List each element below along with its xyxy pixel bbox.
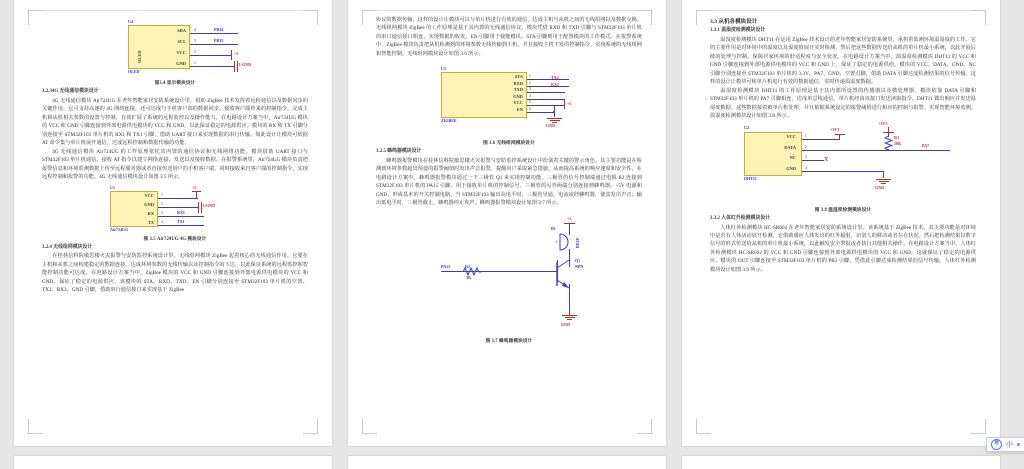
figure-3-4-caption: 图3.4 显示模块设计 (154, 81, 196, 86)
oled-pin-name-scl: SCL (177, 39, 186, 44)
zigbee-pin-number-6: 6 (529, 106, 531, 111)
paragraph-buzzer-module: 蜂鸣器报警模块在桂林信科院敏思楼火灾报警与安防监控系统设计中扮演着关键的警示角色。其主要功能是在检测到环境参数超出预设的报警阈值时发出声音报警，提醒用户采取紧急措施。从而提高系统的响应速度和安全性。在电路设计方案中，蜂鸣器报警模块通过一个三极管 Q1 来实现控制功能。三极管的信号控制端通过电阻 R2 连接到 STM32F103 单片机的 PA15 引脚，用于接收单片机的控制信号。三极管的另外两端分别连接到蜂鸣器、+5V 电源和 GND，形成基本的开关控制电路。当 STM32F103 输出高电平时，三极管导通，电流流经蜂鸣器，使其发出声音；输出低电平时，三极管截止，蜂鸣器停止发声。蜂鸣器报警模块设计如图 3.7 所示。 (376, 157, 642, 207)
resistor-value-label: 1K (466, 274, 472, 280)
zigbee-pin-name-sta: STA (514, 74, 523, 80)
document-page-3[interactable] (682, 0, 1000, 446)
air724ug-part-label: Air724UG (110, 226, 129, 232)
air724ug-pin-number-3: 3 (161, 210, 163, 215)
margin-mark-bottom-left (28, 419, 43, 434)
air724ug-pin-name-vcc: VCC (144, 192, 154, 198)
paragraph-dht11-1: 温湿度检测模块 DHT11 在运用 ZigBee 技术设计的老年智能家居安防系统里，承担着监测环境温湿度的工作。它的主要作用是对环境中的温度以及湿度值展开实时检测，然后把这些数据传送给从机的单片机最小系统，以此开展后续的处理与控制。保障居家环境的舒适程度与安全状况。在电路设计方案当中，温湿度检测模块 DHT11 的 VCC 和 GND 引脚连接到外部电源供电模块的 VCC 和 GND 上，保证了稳定的电源供给。模块的 VCC、DATA、GND、NC 引脚分别连接至 STM32F103 单片机的 3.3V、PA7、GND、空置引脚，借助 DATA 引脚达成检测结果的信号传输，这样的设计让模块可和单片机进行有效的数据通信，实时传递温湿度数据。 (710, 36, 976, 86)
figure-air724ug (50, 185, 300, 235)
margin-mark-bottom-right (971, 419, 986, 434)
oled-chip-label: OLED (137, 50, 142, 63)
page-column-middle (348, 0, 666, 469)
zigbee-pin-name-rxd: RXD (513, 80, 523, 86)
zigbee-net-tx2: TX2 (551, 75, 559, 81)
margin-mark-bottom-left (696, 419, 711, 434)
zigbee-pin-name-txd: TXD (513, 87, 523, 93)
dht11-pin-number-1: 1 (805, 133, 807, 138)
zigbee-pin-name-en: EN (516, 106, 523, 112)
oled-net-pb14: PB14 (214, 27, 224, 32)
paragraph-4g-module-1: 4G 无线通信模块 Air724UG 在老年智能家居安防系统设计里，借助 ZigBee 技术发挥着远程通信以及数据同步的关键作用。它可支持高速的 4G 网络连接，还可达成与手机客户端的数据同步。接收客户端传来的控制指令，完成主机和从机相关参数的设置与控制。有效扩展了系统的远程监控以及操作能力。在电路设计方案当中，Air724UG 模块的 VCC 和 GND 引脚连接到外部电源供电模块的 VCC 和 GND，以此保证稳定的电源供应。模块的 RX 和 TX 引脚分别连接至 STM32F103 单片机的 RX1 和 TX1 引脚，借助 UART 接口来实现数据的串行传输。如此设计让模块可依据 AT 命令集与单片机展开通信，达成远程控制和数据传输的功能。 (42, 97, 308, 146)
paragraph-hc-sr602: 人体红外检测模块 HC-SR602 在老年智能家居安防系统设计里。该系统基于 ZigBee 技术。其主要功能是对环境中是否有人体活动展开检测。它借助感应人体发出的红外辐射，识别人的移动或者存在状况。然后把检测结果以数字信号的形式传送给从机的单片机最小系统，以此触发安全警报或者执行其他相关操作。在电路设计方案当中，人体红外检测模块 HC-SR602 的 VCC 和 GND 引脚连接到外部电源供电模块的 VCC 和 GND，这就保证了稳定的电源供应。模块的 OUT 引脚连接至 STM32F103 单片机的 PB3 引脚，凭借此引脚达成检测结果的信号传输。人体红外检测模块设计如图 3.9 所示。 (710, 224, 976, 273)
margin-mark-top-left (696, 10, 711, 25)
dht11-ref-designator: U2 (744, 124, 750, 130)
document-page-2[interactable] (348, 0, 666, 446)
page-3-content (710, 16, 976, 275)
figure-3-8-caption: 图 3.8 温湿度检测模块设计 (814, 207, 872, 213)
transistor-ref-designator: Q1 (575, 257, 581, 263)
air724ug-pin-number-2: 2 (161, 201, 163, 206)
oled-pin-name-sda: SDA (177, 28, 186, 33)
dht11-pin-name-nc: NC (789, 154, 796, 160)
figure-zigbee-module (379, 66, 639, 134)
dht11-pin-name-data: DATA (784, 144, 796, 150)
margin-mark-bottom-right (637, 419, 652, 434)
oled-pin-name-vcc: VCC (176, 50, 186, 55)
dht11-part-label: DHT11 (744, 175, 757, 181)
air724ug-ref-designator: U1 (110, 184, 116, 190)
figure-3-6-caption: 图 3.6 无线组网模块设计 (483, 141, 535, 147)
document-page-3-next[interactable] (682, 456, 1000, 469)
paragraph-dht11-2: 温湿度检测模块 DHT11 的工作原理是基于其内部所设置的传感器以及微处理器。模块依靠 DATA 引脚和 STM32F103 单片机的 PA7 引脚相连，达成单总线通信。单片机经由该接口发送读取指令。DHT11 做出响应并发送温湿度数据。这些数据接着被单片机处理。并且依据系统设定的报警阈值进行相应的控制与报警。实现智能环境监测。温湿度检测模块设计如图 3.8 所示。 (710, 88, 976, 120)
margin-mark-top-left (362, 10, 377, 25)
document-page-1-next[interactable] (14, 456, 332, 469)
zigbee-part-label: ZIGBEE (441, 118, 457, 124)
buzzer-symbol (551, 233, 569, 251)
dht11-net-pa7: PA7 (922, 142, 930, 148)
section-3-3-2-heading: 3.3.2 人体红外检测模块设计 (710, 215, 771, 221)
ime-more-icon[interactable] (1017, 443, 1020, 446)
margin-mark-bottom-left (362, 419, 377, 434)
oled-pin-number-2: 2 (194, 50, 196, 54)
paragraph-zigbee-continued: 协议的数据传输。这样的设计让模块可以与单片机进行有效的通信，达成主机与从机之间的无线组网以及数据交换。无线组网模块 ZigBee 的工作原理是基于其内置的无线通信协议。模块凭借 RXD 和 TXD 引脚与 STM32F103 单片机的串口通信接口相连，实现数据的收发。EN 引脚用于使能模块。STA 引脚则用于配置模块的工作模式。在报警系统中，ZigBee 模块负责把从机检测到的环境参数无线传输到主机，并且接收主机下发的控制指令，实现系统的无线组网和智能控制。无线组网模块设计如图 3.6 所示。 (376, 17, 642, 57)
zigbee-ground-label: GND (546, 123, 556, 129)
section-3-2-3-heading: 3.2.34G 无线通信模块设计 (42, 89, 99, 94)
resistor-ref-designator: R2 (465, 263, 471, 269)
air724ug-net-rx1: RX1 (177, 209, 185, 215)
dht11-ground-label: GND (875, 184, 885, 190)
zigbee-pin-number-5: 5 (529, 100, 531, 105)
air724ug-net-plus5: +5 (192, 184, 197, 190)
section-3-2-4-heading: 3.2.4 无线组网模块设计 (42, 244, 93, 250)
pullup-resistor-symbol (884, 136, 893, 151)
dht11-pin-number-2: 2 (805, 144, 807, 149)
buzzer-ground-symbol (562, 314, 577, 320)
dht11-ground-symbol (876, 178, 891, 184)
document-page-1[interactable] (14, 0, 332, 446)
dht11-supply-label: +3V3 (878, 120, 888, 126)
air724ug-net-gnd: I-GND (203, 202, 216, 208)
transistor-type-label: NPN (575, 263, 584, 269)
oled-pin-number-1: 1 (194, 61, 196, 65)
buzzer-ground-label: GND (561, 321, 571, 327)
air724ug-pin-number-1: 1 (161, 192, 163, 197)
dht11-net-plus3v3-vcc: +3V3 (830, 126, 840, 132)
zigbee-net-plus5: +5 (567, 101, 572, 107)
buzzer-ref-designator: B1 (551, 225, 556, 231)
figure-3-5-caption: 图 3.5 Air724UG 4G 模块设计 (143, 236, 207, 242)
zigbee-pin-number-2: 2 (529, 80, 531, 85)
paragraph-zigbee-network: 在桂林信科院敏思楼火灾报警与安防监控系统设计里，无线组网模块 ZigBee 起着核心的无线通信作用。它要在主机和从机之间构建稳定的数据连接，达成环境参数的无线传输以及控制指令的下达，以此保证系统的远程监控和智能控制功能可达成。在电路设计方案当中，ZigBee 模块的 VCC 和 GND 引脚连接到外部电源供电模块的 VCC 和 GND，保证了稳定的电源供应。该模块的 STA、RXD、TXD、EN 引脚分别连接至 STM32F103 单片机的空置、TX2、RX2、GND 引脚，借助串行通信接口来实现基于 ZigBee (42, 253, 308, 294)
ime-toolbar[interactable] (986, 437, 1024, 452)
section-3-3-heading: 3.3 从机各模块设计 (710, 18, 758, 25)
air724ug-pin-name-rx: RX (147, 210, 154, 216)
margin-rule-top (42, 10, 304, 11)
svg-text:+: + (555, 239, 559, 246)
oled-net-plus5: +5 (234, 51, 239, 56)
buzzer-input-net-pa15: PA15 (441, 263, 451, 269)
figure-oled-display (50, 19, 300, 79)
air724ug-pin-name-gnd: GND (144, 201, 154, 207)
zigbee-pin-name-gnd: GND (513, 93, 523, 99)
dht11-pin-number-4: 4 (805, 165, 807, 170)
oled-pin-name-gnd: GND (176, 61, 186, 66)
figure-buzzer-alarm (379, 214, 639, 336)
zigbee-pin-name-vcc: VCC (513, 100, 523, 106)
dht11-pin-name-gnd: GND (786, 165, 796, 171)
air724ug-pin-name-tx: TX (147, 219, 154, 225)
section-3-3-1-heading: 3.3.1 温湿度检测模块设计 (710, 28, 766, 34)
zigbee-ref-designator: U1 (441, 66, 447, 72)
zigbee-pin-number-3: 3 (529, 87, 531, 92)
ime-language-mode-button[interactable]: 中 (1006, 441, 1013, 449)
buzzer-label: BEEP (575, 237, 580, 248)
margin-rule-top (710, 10, 972, 11)
dht11-pin-name-vcc: VCC (786, 133, 796, 139)
pullup-value-label: 10K (894, 140, 902, 146)
margin-mark-top-left (28, 10, 43, 25)
ime-logo-icon[interactable]: 搜 (991, 439, 1002, 450)
oled-pin-number-3: 3 (194, 39, 196, 43)
air724ug-pin-number-4: 4 (161, 219, 163, 224)
figure-3-7-caption: 图 3.7 蜂鸣器模块设计 (485, 338, 533, 344)
page-column-left (14, 0, 332, 469)
buzzer-supply-label: +5 (567, 215, 572, 221)
oled-pin-number-4: 4 (194, 28, 196, 32)
page-column-right (682, 0, 1000, 469)
paragraph-4g-module-2: 4G 无线通信模块 Air724UG 的工作原理依托其内置的通信协议和无线网络功能。模块借助 UART 接口与 STM32F103 单片机通信。接收 AT 指令以建立网络连接、发送以及接收数据。在报警系统里，Air724UG 模块负责把报警信息和环境监测数据上传至远程服务器或者直接传送用户的手机客户端。同时接收来自客户端的控制指令，实现远程控制和报警的功能。4G 无线通信模块设计如图 3.5 所示。 (42, 148, 308, 181)
page-2-content (376, 16, 642, 346)
figure-dht11-module (710, 120, 978, 207)
dht11-nc-no-connect-icon: X (824, 156, 829, 163)
oled-ref-designator: U4 (128, 19, 134, 24)
zigbee-pin-number-4: 4 (529, 93, 531, 98)
oled-part-label: OLED (128, 69, 140, 74)
pullup-ref-designator: R3 (894, 134, 900, 140)
section-3-2-5-heading: 3.2.5 蜂鸣器模块设计 (376, 149, 422, 155)
oled-net-pb15: PB15 (214, 38, 224, 43)
margin-mark-bottom-right (303, 419, 318, 434)
zigbee-net-rx2: RX2 (551, 81, 559, 87)
page-1-content (42, 16, 308, 295)
dht11-pin-number-3: 3 (805, 154, 807, 159)
oled-net-gnd: I-GND (239, 62, 252, 67)
air724ug-net-tx1: TX1 (177, 218, 185, 224)
document-page-2-next[interactable] (348, 456, 666, 469)
zigbee-pin-number-1: 1 (529, 74, 531, 79)
margin-rule-top (376, 10, 638, 11)
